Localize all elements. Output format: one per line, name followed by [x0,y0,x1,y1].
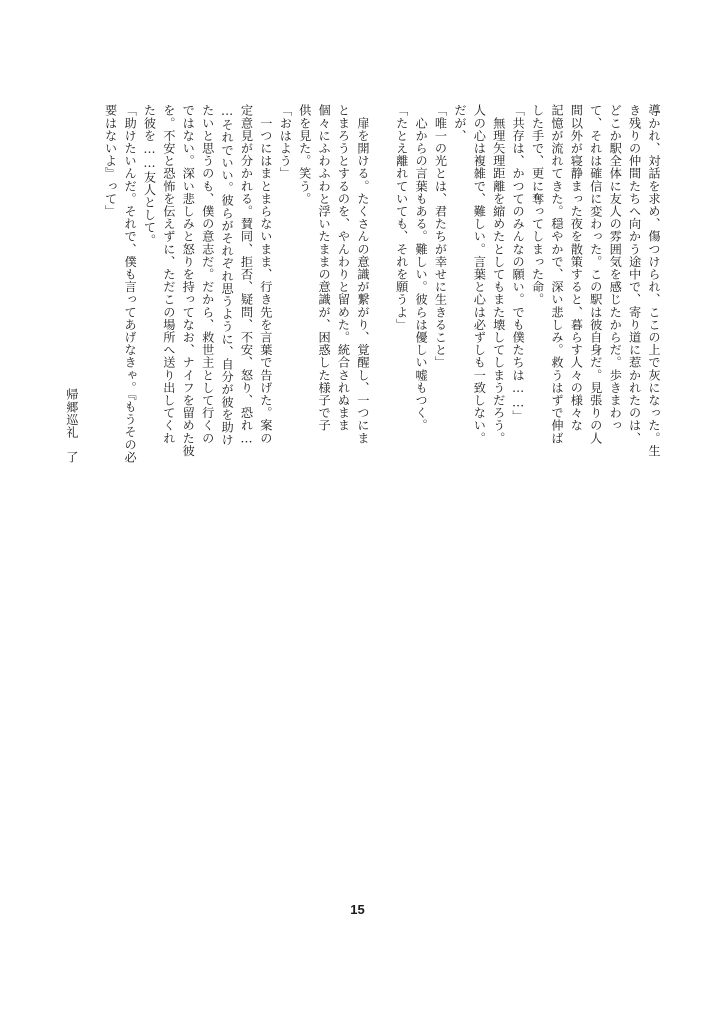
text-line: 導かれ、対話を求め、傷つけられ、ここの上で灰になった。生 [647,104,661,457]
text-line: を。不安と恐怖を伝えずに、ただこの場所へ送り出してくれ [161,104,176,445]
text-line: 一つにはまとまらないまま、行き先を言葉で告げた。案の [258,104,273,445]
text-line: した手で、更に奪ってしまった命。 [530,104,545,306]
text-line: た彼を……友人として。 [142,104,157,247]
text-line: 定意見が分かれる。賛同、拒否、疑問、不安、怒り、恐れ… [239,104,254,446]
text-line: だが、 [452,104,467,142]
text-line: 個々にふわふわと浮いたままの意識が、困惑した様子で子 [317,104,332,432]
text-line: 「おはよう」 [278,104,293,180]
text-line: て、それは確信に変わった。この駅は彼自身だ。見張りの人 [588,104,603,445]
page-number: 15 [350,902,365,917]
text-line: 扉を開ける。たくさんの意識が繋がり、覚醒し、一つにま [355,104,370,445]
story-text [63,104,663,514]
text-line: とまろうとするのを、やんわりと留めた。統合されぬまま [336,104,351,432]
text-line: …それでいい。彼らがそれぞれ思うように、自分が彼を助け [220,104,235,446]
text-line: 間以外が寝静まった夜を散策すると、暮らす人々の様々な [569,104,584,432]
text-line: たいと思うのも、僕の意志だ。だから、救世主として行くの [200,104,215,445]
text-line: 「たとえ離れていても、それを願うよ」 [394,104,409,331]
text-line: 「唯一の光とは、君たちが幸せに生きること」 [433,104,448,369]
text-line: ではない。深い悲しみと怒りを持ってなお、ナイフを留めた彼 [181,104,196,457]
signature: 帰郷巡礼 了 [64,388,79,464]
text-line: どこか駅全体に友人の雰囲気を感じたからだ。歩きまわっ [608,104,623,432]
text-line: 「共存は、かつてのみんなの願い。でも僕たちは……」 [511,104,526,423]
text-line: 人の心は複雑で、難しい。言葉と心は必ずしも一致しない。 [472,104,487,445]
text-line: 無理矢理距離を縮めたとしてもまた壊してしまうだろう。 [491,104,506,445]
text-line: き残りの仲間たちへ向かう途中で、寄り道に惹かれたのは、 [627,104,642,445]
text-line: 要はないよ』って」 [103,104,118,218]
text-line: 「助けたいんだ。それで、僕も言ってあげなきゃ。『もうその必 [123,104,138,464]
text-line: 供を見た。笑う。 [297,104,312,205]
paragraph-gap [81,104,100,514]
paragraph-gap [372,104,391,514]
text-line: 記憶が流れてきた。穏やかで、深い悲しみ。救うはずで伸ば [549,104,564,445]
text-line: 心からの言葉もある。難しい。彼らは優しい嘘もつく。 [414,104,429,432]
